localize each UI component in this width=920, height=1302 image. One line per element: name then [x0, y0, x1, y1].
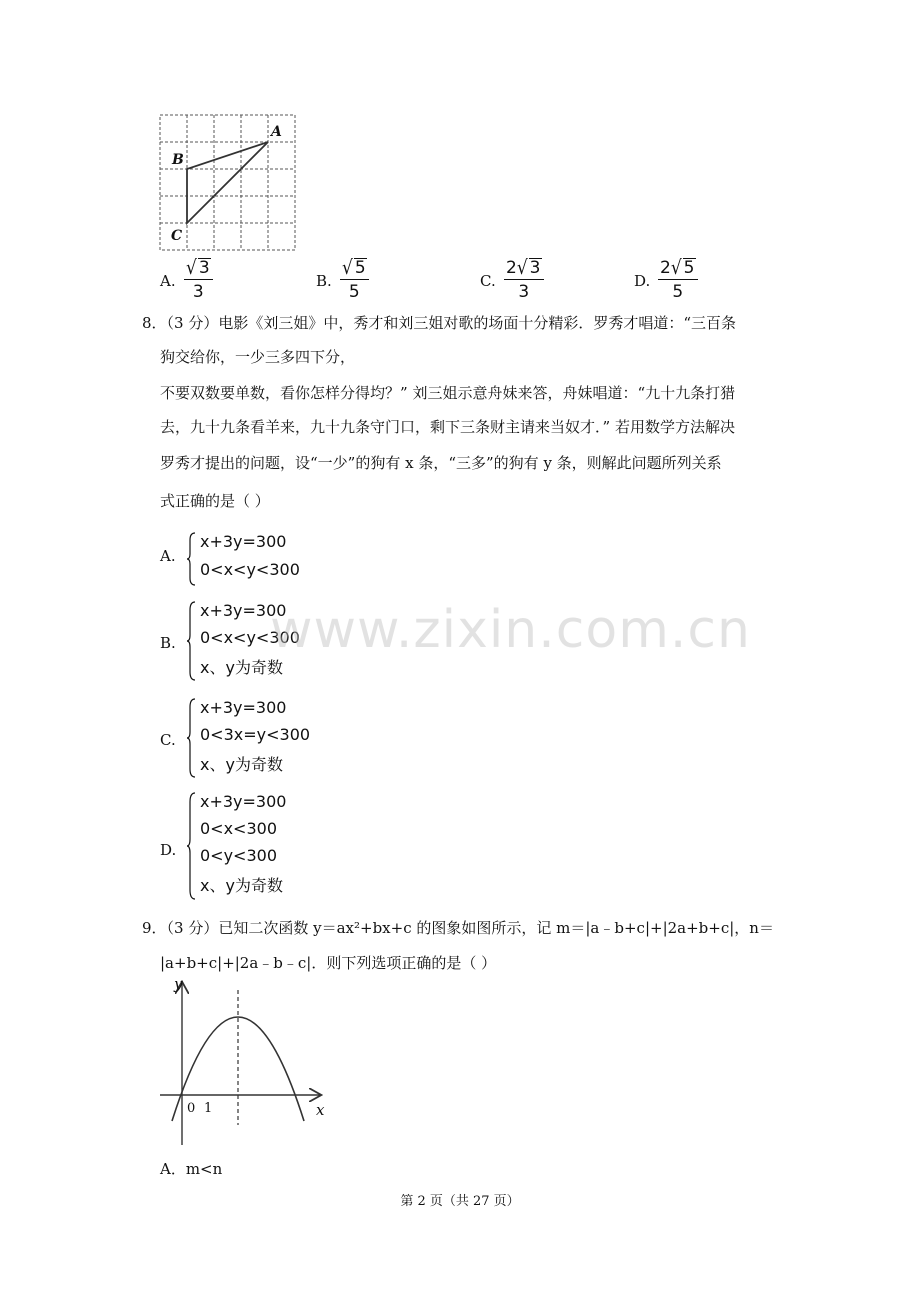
- q8-line-5: 罗秀才提出的问题，设“一少”的狗有 x 条，“三多”的狗有 y 条，则解此问题所列关系: [160, 454, 722, 472]
- option-label: A.: [160, 272, 176, 290]
- option-label: A.: [160, 547, 176, 565]
- fraction: 2√ 5 5: [658, 258, 698, 302]
- vertex-c-label: C: [171, 228, 183, 244]
- equation-system: x+3y=300 0<x<y<300 x、y为奇数: [186, 601, 326, 681]
- triangle-abc: [187, 142, 268, 223]
- equation-system: x+3y=300 0<x<y<300: [186, 532, 326, 586]
- option-label: C.: [480, 272, 496, 290]
- option-label: C.: [160, 731, 176, 749]
- origin-label: 0: [187, 1101, 196, 1116]
- option-label: B.: [316, 272, 332, 290]
- fraction: √ 5 5: [340, 258, 369, 302]
- q8-line-6: 式正确的是（ ）: [160, 492, 270, 510]
- q8-line-4: 去，九十九条看羊来，九十九条守门口，剩下三条财主请来当奴才．” 若用数学方法解决: [160, 418, 735, 436]
- triangle-grid-figure: [150, 108, 310, 258]
- parabola-graph: [150, 975, 340, 1150]
- q8-line-3: 不要双数要单数，看你怎样分得均？” 刘三姐示意舟妹来答，舟妹唱道：“九十九条打猎: [160, 384, 736, 402]
- option-label: B.: [160, 634, 176, 652]
- q9-line-2: |a+b+c|+|2a﹣b﹣c|．则下列选项正确的是（ ）: [160, 954, 497, 972]
- q9-option-a[interactable]: A．m<n: [160, 1160, 223, 1178]
- q8-line-1: 8．（3 分）电影《刘三姐》中，秀才和刘三姐对歌的场面十分精彩．罗秀才唱道：“三百条: [142, 314, 737, 332]
- q8-line-2: 狗交给你，一少三多四下分，: [160, 348, 356, 366]
- vertex-a-label: A: [271, 124, 282, 140]
- y-axis-label: y: [174, 975, 183, 993]
- equation-system: x+3y=300 0<3x=y<300 x、y为奇数: [186, 698, 326, 778]
- x-axis-label: x: [316, 1101, 325, 1119]
- watermark: www.zixin.com.cn: [270, 600, 751, 660]
- q9-line-1: 9．（3 分）已知二次函数 y＝ax²+bx+c 的图象如图所示，记 m＝|a﹣b+c|+|2a+b+c|，n＝: [142, 919, 774, 937]
- tick-1-label: 1: [204, 1101, 213, 1116]
- page-footer: 第 2 页（共 27 页）: [400, 1194, 520, 1209]
- vertex-b-label: B: [172, 152, 184, 168]
- option-label: D.: [160, 841, 177, 859]
- fraction: √ 3 3: [184, 258, 213, 302]
- option-label: D.: [634, 272, 651, 290]
- fraction: 2√ 3 3: [504, 258, 544, 302]
- equation-system: x+3y=300 0<x<300 0<y<300 x、y为奇数: [186, 792, 326, 900]
